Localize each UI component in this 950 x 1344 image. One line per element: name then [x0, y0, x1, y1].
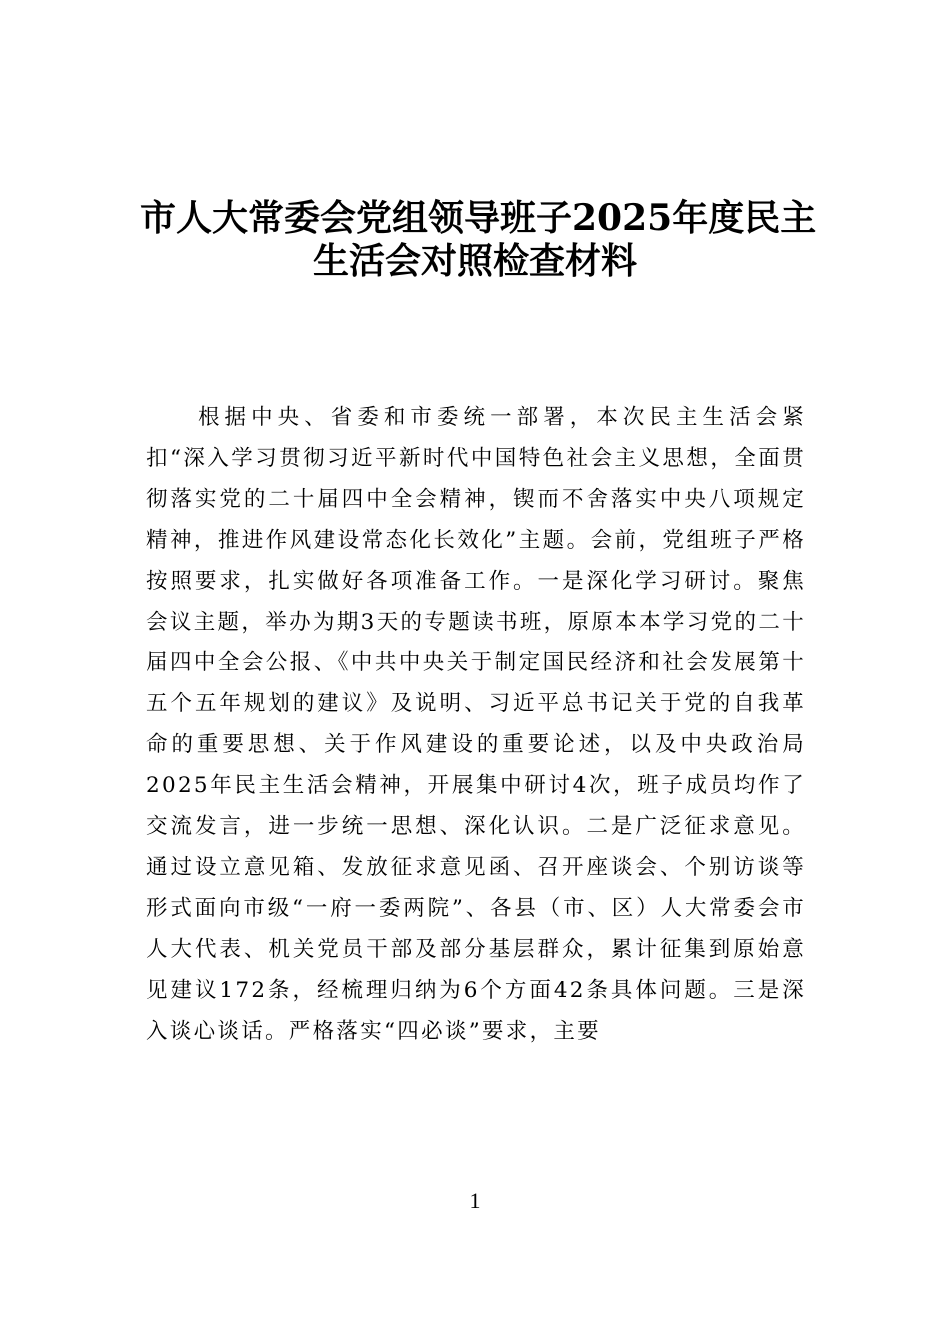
- page-number: 1: [469, 1188, 481, 1213]
- document-title-line-2: 生活会对照检查材料: [312, 240, 637, 282]
- document-title-line-1: 市人大常委会党组领导班子2025年度民主: [140, 197, 817, 239]
- body-paragraph: 根据中央、省委和市委统一部署，本次民主生活会紧扣“深入学习贯彻习近平新时代中国特色社会主义思想，全面贯彻落实党的二十届四中全会精神，锲而不舍落实中央八项规定精神，推进作风建设常态化长效化”主题。会前，党组班子严格按照要求，扎实做好各项准备工作。一是深化学习研讨。聚焦会议主题，举办为期3天的专题读书班，原原本本学习党的二十届四中全会公报、《中共中央关于制定国民经济和社会发展第十五个五年规划的建议》及说明、习近平总书记关于党的自我革命的重要思想、关于作风建设的重要论述，以及中央政治局2025年民主生活会精神，开展集中研讨4次，班子成员均作了交流发言，进一步统一思想、深化认识。二是广泛征求意见。通过设立意见箱、发放征求意见函、召开座谈会、个别访谈等形式面向市级“一府一委两院”、各县（市、区）人大常委会市人大代表、机关党员干部及部分基层群众，累计征集到原始意见建议172条，经梳理归纳为6个方面42条具体问题。三是深入谈心谈话。严格落实“四必谈”要求，主要: [146, 405, 806, 1044]
